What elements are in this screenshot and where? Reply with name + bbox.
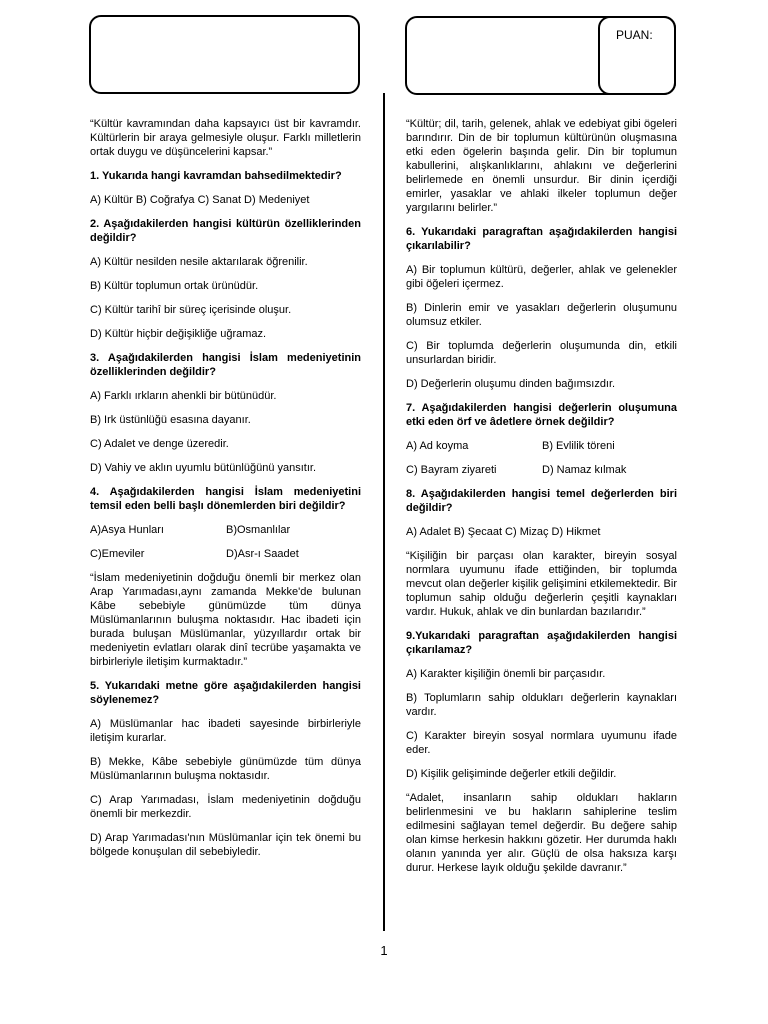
question-4-option-d: D)Asr-ı Saadet (226, 548, 299, 560)
question-1: 1. Yukarıda hangi kavramdan bahsedilmektedir? (90, 170, 342, 182)
passage-3: “Kültür; dil, tarih, gelenek, ahlak ve edebiyat gibi ögeleri barındırır. Din de bir toplumun kültürünün oluşmasına etki eden ögelerin başında gelir. Din bir toplumun kabullerini, alışkanlıklarını, ahlakını ve değerlerini belirlemede en önemli unsurdur. Bir dinin içerdiği emirler, yasaklar ve ahlaki ilkeler toplumun değer yargılarını belirler.” (406, 118, 677, 214)
question-6-option-b: B) Dinlerin emir ve yasakları değerlerin oluşumunu olumsuz etkiler. (406, 302, 677, 328)
column-divider (383, 93, 385, 931)
score-box (405, 16, 676, 95)
question-7-options-row-1 (406, 439, 677, 453)
question-6-option-d: D) Değerlerin oluşumu dinden bağımsızdır. (406, 378, 616, 390)
question-5-option-d: D) Arap Yarımadası'nın Müslümanlar için tek önemi bu bölgede konuşulan dil sebebiyledir. (90, 832, 361, 858)
question-5: 5. Yukarıdaki metne göre aşağıdakilerden hangisi söylenemez? (90, 680, 361, 706)
question-4-option-c: C)Emeviler (90, 548, 145, 560)
question-7-option-c: C) Bayram ziyareti (406, 464, 497, 476)
left-column (90, 117, 361, 869)
question-9-option-a: A) Karakter kişiliğin önemli bir parçasıdır. (406, 668, 606, 680)
question-4-options-row-1 (90, 523, 361, 537)
question-7-options-row-2 (406, 463, 677, 477)
question-2-option-d: D) Kültür hiçbir değişikliğe uğramaz. (90, 328, 267, 340)
question-9-option-c: C) Karakter bireyin sosyal normlara uyumunu ifade eder. (406, 730, 677, 756)
question-9: 9.Yukarıdaki paragraftan aşağıdakilerden hangisi çıkarılamaz? (406, 630, 677, 656)
passage-4: “Kişiliğin bir parçası olan karakter, bireyin sosyal normlara uyumunu ifade ettiğinden, bir toplumda mevcut olan değerler kişilik gelişimini etkilemektedir. Bir toplumun sahip olduğu değerlerin çeşitli kaynakları vardır. Hukuk, ahlak ve din bunlardan bazılarıdır.” (406, 550, 677, 618)
question-7: 7. Aşağıdakilerden hangisi değerlerin oluşumuna etki eden örf ve âdetlere örnek değildir? (406, 402, 677, 428)
question-7-option-b: B) Evlilik töreni (542, 440, 615, 452)
question-2-option-a: A) Kültür nesilden nesile aktarılarak öğrenilir. (90, 256, 308, 268)
question-3: 3. Aşağıdakilerden hangisi İslam medeniyetinin özelliklerinden değildir? (90, 352, 361, 378)
question-7-option-d: D) Namaz kılmak (542, 464, 627, 476)
question-6-option-a: A) Bir toplumun kültürü, değerler, ahlak ve gelenekler gibi öğeleri içermez. (406, 264, 677, 290)
question-7-option-a: A) Ad koyma (406, 440, 469, 452)
question-2: 2. Aşağıdakilerden hangisi kültürün özelliklerinden değildir? (90, 218, 361, 244)
question-3-option-a: A) Farklı ırkların ahenkli bir bütünüdür. (90, 390, 277, 402)
score-inner-box (598, 16, 676, 95)
question-4-options-row-2 (90, 547, 361, 561)
question-5-option-a: A) Müslümanlar hac ibadeti sayesinde birbirleriyle iletişim kurarlar. (90, 718, 361, 744)
passage-5: “Adalet, insanların sahip oldukları hakların belirlenmesini ve bu hakların sahiplerine teslim edilmesini sağlayan temel değerdir. Bu değere sahip olan kimse herkesin hakkını gözetir. Her durumda haklı olanın yanında yer alır. Güçlü de olsa haksıza karşı durur. Herkese layık olduğu şekilde davranır.” (406, 792, 677, 874)
question-8: 8. Aşağıdakilerden hangisi temel değerlerden biri değildir? (406, 488, 677, 514)
question-1-options: A) Kültür B) Coğrafya C) Sanat D) Medeniyet (90, 194, 310, 206)
question-6-option-c: C) Bir toplumda değerlerin oluşumunda din, etkili unsurlardan biridir. (406, 340, 677, 366)
question-2-option-b: B) Kültür toplumun ortak ürünüdür. (90, 280, 259, 292)
page-number: 1 (380, 943, 388, 958)
question-6: 6. Yukarıdaki paragraftan aşağıdakilerden hangisi çıkarılabilir? (406, 226, 677, 252)
question-5-option-b: B) Mekke, Kâbe sebebiyle günümüzde tüm dünya Müslümanlarının buluşma noktasıdır. (90, 756, 361, 782)
question-3-option-b: B) Irk üstünlüğü esasına dayanır. (90, 414, 251, 426)
question-4-option-b: B)Osmanlılar (226, 524, 291, 536)
question-4-option-a: A)Asya Hunları (90, 524, 164, 536)
question-8-options: A) Adalet B) Şecaat C) Mizaç D) Hikmet (406, 526, 601, 538)
question-3-option-d: D) Vahiy ve aklın uyumlu bütünlüğünü yansıtır. (90, 462, 317, 474)
question-4: 4. Aşağıdakilerden hangisi İslam medeniyetini temsil eden belli başlı dönemlerden biri değildir? (90, 486, 361, 512)
passage-1: “Kültür kavramından daha kapsayıcı üst bir kavramdır. Kültürlerin bir araya gelmesiyle oluşur. Farklı milletlerin ortak duygu ve düşüncelerini kapsar.” (90, 118, 361, 158)
question-2-option-c: C) Kültür tarihî bir süreç içerisinde oluşur. (90, 304, 292, 316)
passage-2: “İslam medeniyetinin doğduğu önemli bir merkez olan Arap Yarımadası,aynı zamanda Mekke'de bulunan Kâbe sebebiyle günümüzde tüm dünya Müslümanlarının buluşma noktasıdır. Hac ibadeti için burada buluşan Müslümanlar, yüzyıllardır ortak bir medeniyetin evlatları olarak dinî tecrübe yaşamakta ve birbirleriyle iletişim kurmaktadır.” (90, 572, 361, 668)
question-9-option-d: D) Kişilik gelişiminde değerler etkili değildir. (406, 768, 617, 780)
name-box (89, 15, 360, 94)
right-column (406, 117, 677, 885)
question-9-option-b: B) Toplumların sahip oldukları değerlerin kaynakları vardır. (406, 692, 677, 718)
score-label: PUAN: (616, 28, 653, 42)
question-3-option-c: C) Adalet ve denge üzeredir. (90, 438, 229, 450)
question-5-option-c: C) Arap Yarımadası, İslam medeniyetinin doğduğu önemli bir merkezdir. (90, 794, 361, 820)
